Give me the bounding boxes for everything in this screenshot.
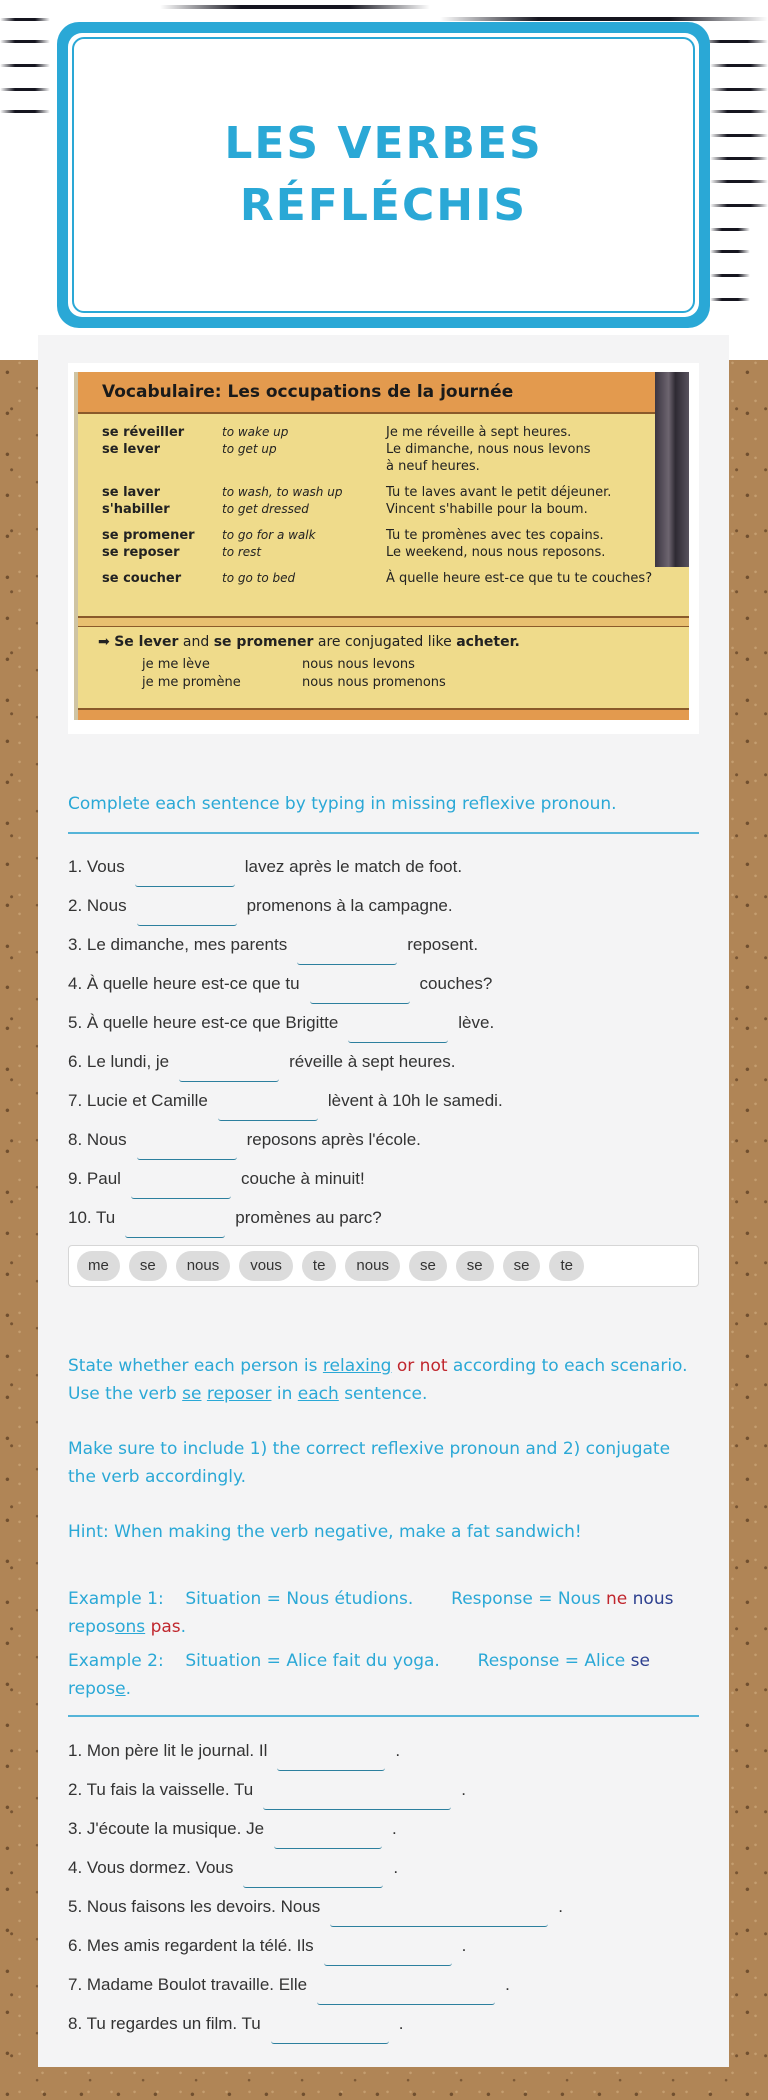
fill-in-question: 5. À quelle heure est-ce que Brigitte lève. (68, 1001, 494, 1034)
answer-input-9[interactable] (131, 1166, 231, 1199)
scenario-input-5[interactable] (330, 1894, 548, 1927)
scenario-input-8[interactable] (271, 2011, 389, 2044)
fill-in-question: 9. Paul couche à minuit! (68, 1157, 365, 1190)
scenario-input-2[interactable] (263, 1777, 451, 1810)
divider (68, 1715, 699, 1717)
scenario-question: 4. Vous dormez. Vous . (68, 1846, 398, 1879)
scenario-input-1[interactable] (277, 1738, 385, 1771)
word-chip[interactable]: te (302, 1251, 337, 1281)
worksheet-card (38, 335, 729, 2067)
fill-in-question: 3. Le dimanche, mes parents reposent. (68, 923, 478, 956)
word-chip[interactable]: nous (345, 1251, 400, 1281)
word-chip[interactable]: se (456, 1251, 494, 1281)
title-banner (57, 22, 710, 328)
scenario-question: 3. J'écoute la musique. Je . (68, 1807, 397, 1840)
word-chip[interactable]: se (503, 1251, 541, 1281)
answer-input-3[interactable] (297, 932, 397, 965)
fill-in-question: 2. Nous promenons à la campagne. (68, 884, 453, 917)
vocabulary-image: Vocabulaire: Les occupations de la journée se réveiller to wake up Je me réveille à sept heures. se lever to get up Le dimanche, nous nous levons à neuf heures. se laver to wash, to wash up Tu te laves avant le petit déjeuner. s'habiller to get dressed Vincent s'habille pour la boum. se promener to go for a walk Tu te promènes avec tes copains. se reposer to rest Le weekend, nous nous reposons. se coucher to go to bed À quelle heure est-ce que tu te couches? ➡ Se lever and se promener are conjugated like acheter. je me lève nous nous levons je me promène nous nous promenons (68, 363, 699, 734)
answer-input-5[interactable] (348, 1010, 448, 1043)
answer-input-4[interactable] (310, 971, 410, 1004)
scenario-question: 8. Tu regardes un film. Tu . (68, 2002, 404, 2035)
vocab-divider (78, 616, 689, 627)
scenario-input-3[interactable] (274, 1816, 382, 1849)
vocab-note: ➡ Se lever and se promener are conjugated like acheter. (98, 634, 520, 650)
scenario-input-7[interactable] (317, 1972, 495, 2005)
word-bank (68, 1245, 699, 1287)
vocab-heading: Vocabulaire: Les occupations de la journée (78, 372, 689, 414)
word-chip[interactable]: me (77, 1251, 120, 1281)
word-chip[interactable]: se (409, 1251, 447, 1281)
word-chip[interactable]: se (129, 1251, 167, 1281)
page-title-line-2: RÉFLÉCHIS (239, 180, 528, 231)
scenario-question: 5. Nous faisons les devoirs. Nous . (68, 1885, 563, 1918)
vocab-conjugation-row: je me promène nous nous promenons (142, 675, 446, 690)
hint-note: Hint: When making the verb negative, make a fat sandwich! (68, 1522, 582, 1542)
arrow-icon: ➡ (98, 634, 110, 650)
fill-in-question: 7. Lucie et Camille lèvent à 10h le samedi. (68, 1079, 503, 1112)
vocab-conjugation-row: je me lève nous nous levons (142, 657, 415, 672)
word-chip[interactable]: nous (176, 1251, 231, 1281)
fill-in-question: 6. Le lundi, je réveille à sept heures. (68, 1040, 455, 1073)
fill-in-question: 1. Vous lavez après le match de foot. (68, 845, 462, 878)
example-2: Example 2: Situation = Alice fait du yoga. Response = Alice se repose. (68, 1651, 650, 1699)
section1-instruction: Complete each sentence by typing in missing reflexive pronoun. (68, 794, 617, 814)
scenario-input-4[interactable] (243, 1855, 383, 1888)
scenario-question: 6. Mes amis regardent la télé. Ils . (68, 1924, 466, 1957)
word-chip[interactable]: vous (239, 1251, 293, 1281)
answer-input-2[interactable] (137, 893, 237, 926)
scenario-question: 2. Tu fais la vaisselle. Tu . (68, 1768, 466, 1801)
scenario-input-6[interactable] (324, 1933, 452, 1966)
example-1: Example 1: Situation = Nous étudions. Response = Nous ne nous reposons pas. (68, 1589, 674, 1637)
page-title-line-1: LES VERBES (224, 118, 543, 169)
answer-input-8[interactable] (137, 1127, 237, 1160)
section2-instruction: State whether each person is relaxing or not according to each scenario. Use the verb se reposer in each sentence. (68, 1356, 688, 1404)
scenario-question: 7. Madame Boulot travaille. Elle . (68, 1963, 510, 1996)
word-chip[interactable]: te (549, 1251, 584, 1281)
answer-input-7[interactable] (218, 1088, 318, 1121)
scenario-question: 1. Mon père lit le journal. Il . (68, 1729, 400, 1762)
fill-in-question: 8. Nous reposons après l'école. (68, 1118, 421, 1151)
answer-input-1[interactable] (135, 854, 235, 887)
make-sure-note: Make sure to include 1) the correct reflexive pronoun and 2) conjugate the verb accordingly. (68, 1439, 671, 1487)
fill-in-question: 4. À quelle heure est-ce que tu couches? (68, 962, 492, 995)
fill-in-question: 10. Tu promènes au parc? (68, 1196, 382, 1229)
answer-input-6[interactable] (179, 1049, 279, 1082)
answer-input-10[interactable] (125, 1205, 225, 1238)
divider (68, 832, 699, 834)
